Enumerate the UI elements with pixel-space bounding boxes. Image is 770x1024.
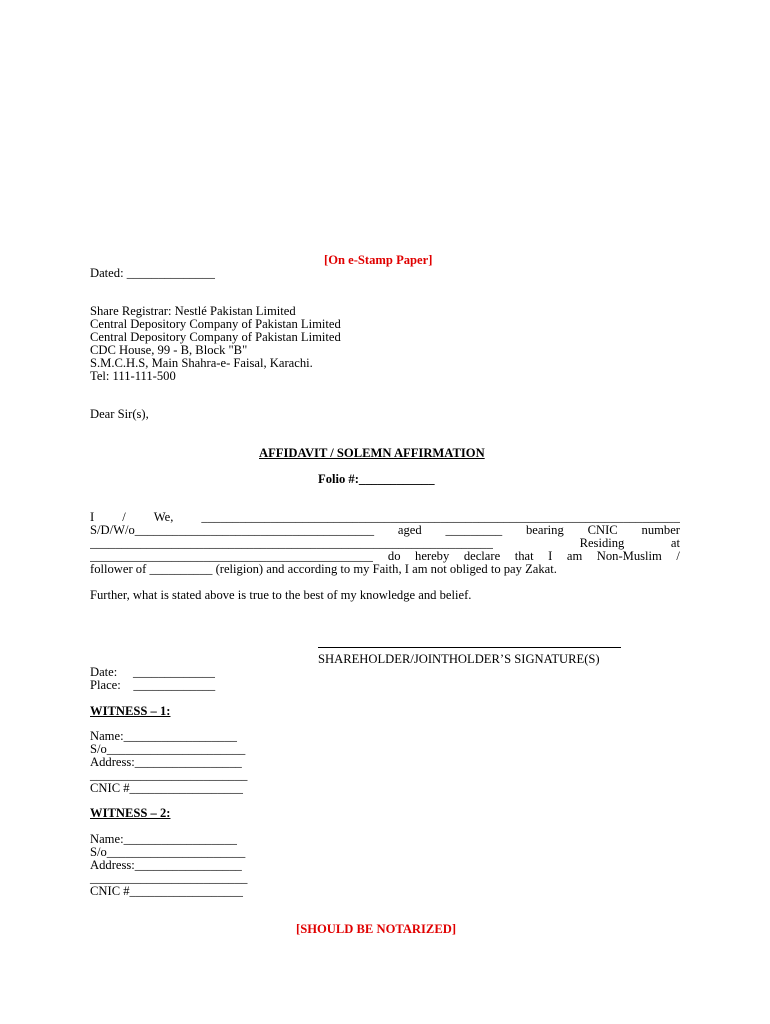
witness-address: Address:_________________ [90, 755, 242, 769]
document-title: AFFIDAVIT / SOLEMN AFFIRMATION [259, 446, 485, 460]
date-line: Date: _____________ [90, 665, 215, 679]
further-statement: Further, what is stated above is true to the best of my knowledge and belief. [90, 588, 472, 602]
registrar-line: Share Registrar: Nestlé Pakistan Limited [90, 304, 296, 318]
declaration-line-4: _____________________________________________ do hereby declare that I am Non-Muslim / [90, 549, 680, 563]
witness-so: S/o______________________ [90, 742, 246, 756]
witness-so: S/o______________________ [90, 845, 246, 859]
witness-name: Name:__________________ [90, 729, 237, 743]
registrar-line: Tel: 111-111-500 [90, 369, 176, 383]
witness-address: Address:_________________ [90, 858, 242, 872]
place-line: Place: _____________ [90, 678, 216, 692]
salutation: Dear Sir(s), [90, 407, 149, 421]
witness-name: Name:__________________ [90, 832, 237, 846]
notary-note: [SHOULD BE NOTARIZED] [296, 922, 457, 936]
dated-line: Dated: ______________ [90, 266, 215, 280]
registrar-line: Central Depository Company of Pakistan Limited [90, 317, 341, 331]
declaration-line-1: I / We, ____________________________________________________________________________ [90, 510, 680, 524]
witness-heading: WITNESS – 1: [90, 704, 171, 718]
registrar-line: S.M.C.H.S, Main Shahra-e- Faisal, Karachi. [90, 356, 313, 370]
witness-heading: WITNESS – 2: [90, 806, 171, 820]
folio-line: Folio #:____________ [318, 472, 435, 486]
signature-line [318, 647, 621, 648]
witness-address-blank: _________________________ [90, 871, 248, 885]
witness-cnic: CNIC #__________________ [90, 781, 243, 795]
witness-cnic: CNIC #__________________ [90, 884, 243, 898]
registrar-line: Central Depository Company of Pakistan Limited [90, 330, 341, 344]
declaration-line-5: follower of __________ (religion) and according to my Faith, I am not obliged to pay Zakat. [90, 562, 557, 576]
witness-address-blank: _________________________ [90, 768, 248, 782]
stamp-note: [On e-Stamp Paper] [324, 253, 433, 267]
registrar-line: CDC House, 99 - B, Block "B" [90, 343, 248, 357]
signature-label: SHAREHOLDER/JOINTHOLDER’S SIGNATURE(S) [318, 652, 600, 666]
declaration-line-3: ________________________________________________________________ Residing at [90, 536, 680, 550]
declaration-line-2: S/D/W/o______________________________________ aged _________ bearing CNIC number [90, 523, 680, 537]
